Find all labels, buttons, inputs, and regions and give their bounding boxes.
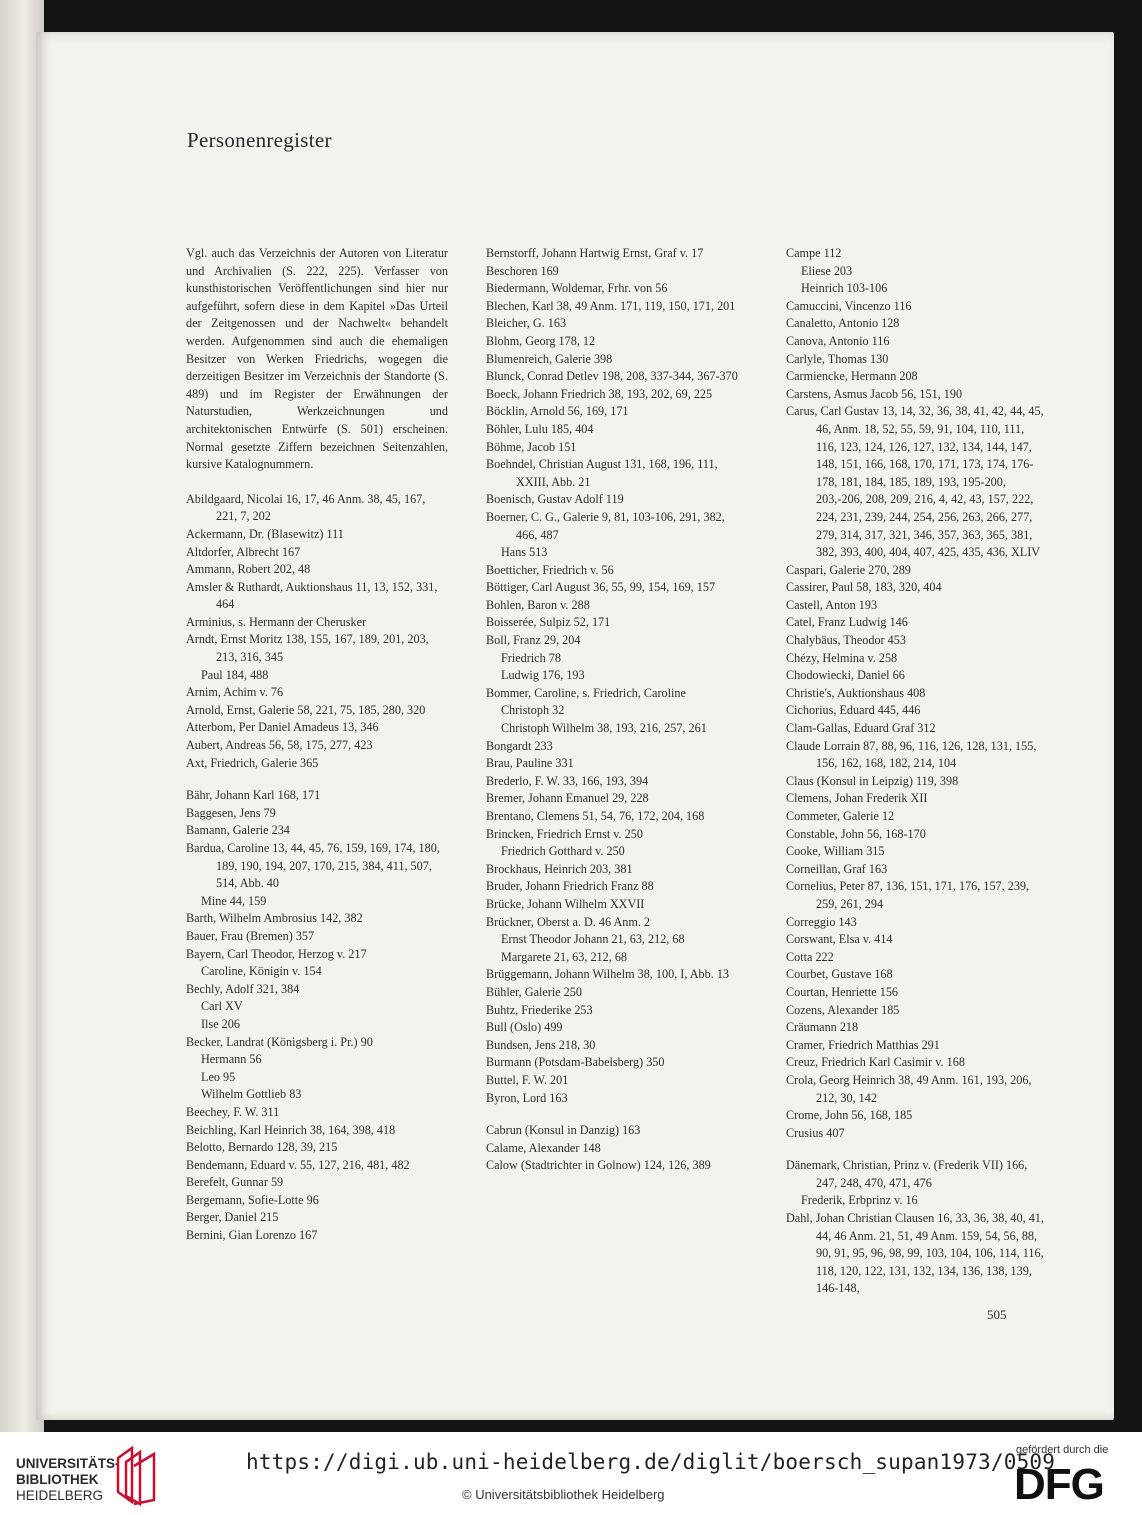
index-entry: Brücke, Johann Wilhelm XXVII bbox=[486, 896, 645, 911]
index-entry: Cassirer, Paul 58, 183, 320, 404 bbox=[786, 580, 942, 595]
index-subentry: Wilhelm Gottlieb 83 bbox=[201, 1087, 302, 1102]
index-entry: Boehndel, Christian August 131, 168, 196, 111, XXIII, Abb. 21 bbox=[486, 457, 718, 489]
index-entry: Bähr, Johann Karl 168, 171 bbox=[186, 788, 321, 803]
index-entry: Böttiger, Carl August 36, 55, 99, 154, 169, 157 bbox=[486, 580, 716, 595]
index-entry: Caspari, Galerie 270, 289 bbox=[786, 562, 911, 577]
index-entry: Courtan, Henriette 156 bbox=[786, 984, 899, 999]
index-entry: Buttel, F. W. 201 bbox=[486, 1072, 569, 1087]
index-entry: Altdorfer, Albrecht 167 bbox=[186, 544, 301, 559]
index-entry: Biedermann, Woldemar, Frhr. von 56 bbox=[486, 281, 668, 296]
index-entries-3 bbox=[786, 245, 1048, 1298]
index-entry: Abildgaard, Nicolai 16, 17, 46 Anm. 38, 45, 167, 221, 7, 202 bbox=[186, 491, 426, 524]
index-entry: Bayern, Carl Theodor, Herzog v. 217 bbox=[186, 946, 367, 961]
index-subentry: Christoph 32 bbox=[501, 703, 565, 718]
index-entry: Boerner, C. G., Galerie 9, 81, 103-106, 291, 382, 466, 487 bbox=[486, 509, 725, 542]
index-subentry: Christoph Wilhelm 38, 193, 216, 257, 261 bbox=[501, 721, 707, 736]
index-entry: Becker, Landrat (Königsberg i. Pr.) 90 bbox=[186, 1034, 373, 1049]
library-logo-icon bbox=[112, 1444, 160, 1506]
index-entry: Dänemark, Christian, Prinz v. (Frederik VII) 166, 247, 248, 470, 471, 476 bbox=[786, 1158, 1028, 1190]
index-column-2 bbox=[486, 245, 748, 1175]
index-entry: Boll, Franz 29, 204 bbox=[486, 633, 581, 648]
index-entry: Beechey, F. W. 311 bbox=[186, 1104, 280, 1119]
index-entry: Axt, Friedrich, Galerie 365 bbox=[186, 755, 319, 770]
copyright-text: © Universitätsbibliothek Heidelberg bbox=[462, 1487, 665, 1502]
index-entry: Bühler, Galerie 250 bbox=[486, 984, 582, 999]
index-entry: Berger, Daniel 215 bbox=[186, 1210, 279, 1225]
index-entry: Blechen, Karl 38, 49 Anm. 171, 119, 150, 171, 201 bbox=[486, 298, 736, 313]
library-name-line1: UNIVERSITÄTS- bbox=[16, 1456, 120, 1471]
index-entry: Catel, Franz Ludwig 146 bbox=[786, 615, 908, 630]
index-entry: Cozens, Alexander 185 bbox=[786, 1002, 900, 1017]
index-entry: Blumenreich, Galerie 398 bbox=[486, 351, 613, 366]
index-entry: Canova, Antonio 116 bbox=[786, 333, 890, 348]
index-entry: Corswant, Elsa v. 414 bbox=[786, 932, 893, 947]
index-entry: Brückner, Oberst a. D. 46 Anm. 2 bbox=[486, 914, 651, 929]
index-entry: Constable, John 56, 168-170 bbox=[786, 826, 926, 841]
library-logo-text bbox=[16, 1456, 120, 1504]
dfg-logo: DFG bbox=[1014, 1460, 1104, 1509]
index-entry: Clam-Gallas, Eduard Graf 312 bbox=[786, 721, 936, 736]
index-entry: Bamann, Galerie 234 bbox=[186, 823, 290, 838]
section-gap bbox=[486, 1107, 748, 1122]
index-entry: Commeter, Galerie 12 bbox=[786, 809, 895, 823]
intro-paragraph: Vgl. auch das Verzeichnis der Autoren von Literatur und Archivalien (S. 222, 225). Verfasser von kunsthistorischen Veröffentlichungen sind hier nur aufgeführt, sofern diese in dem Kapitel »Das Urteil der Zeitgenossen und der Nachwelt« behandelt werden. Aufgenommen sind auch die ehemaligen Besitzer von Werken Friedrichs, wogegen die derzeitigen Besitzer im Verzeichnis der Standorte (S. 489) und im Register der Erwähnungen der Naturstudien, Werkzeichnungen und architektonischen Entwürfe (S. 501) erscheinen. Normal gesetzte Ziffern bezeichnen Seitenzahlen, kursive Katalognummern. bbox=[186, 246, 448, 472]
index-entry: Bommer, Caroline, s. Friedrich, Caroline bbox=[486, 685, 686, 700]
index-entry: Brockhaus, Heinrich 203, 381 bbox=[486, 861, 633, 876]
index-entries-1 bbox=[186, 491, 448, 1245]
index-column-3 bbox=[786, 245, 1048, 1298]
index-entry: Crome, John 56, 168, 185 bbox=[786, 1108, 913, 1123]
index-entry: Carstens, Asmus Jacob 56, 151, 190 bbox=[786, 386, 963, 401]
index-entry: Cabrun (Konsul in Danzig) 163 bbox=[486, 1123, 641, 1138]
index-entry: Byron, Lord 163 bbox=[486, 1090, 568, 1105]
index-entry: Bechly, Adolf 321, 384 bbox=[186, 981, 300, 996]
index-entry: Bendemann, Eduard v. 55, 127, 216, 481, 482 bbox=[186, 1157, 410, 1172]
index-entry: Bremer, Johann Emanuel 29, 228 bbox=[486, 791, 649, 806]
index-entry: Brüggemann, Johann Wilhelm 38, 100, I, Abb. 13 bbox=[486, 967, 730, 982]
index-entry: Chodowiecki, Daniel 66 bbox=[786, 668, 905, 683]
index-entry: Boenisch, Gustav Adolf 119 bbox=[486, 492, 624, 507]
index-entry: Bruder, Johann Friedrich Franz 88 bbox=[486, 879, 654, 894]
index-entry: Chézy, Helmina v. 258 bbox=[786, 650, 898, 665]
index-entry: Burmann (Potsdam-Babelsberg) 350 bbox=[486, 1055, 665, 1070]
index-entry: Böcklin, Arnold 56, 169, 171 bbox=[486, 404, 629, 419]
index-column-1 bbox=[186, 245, 448, 1245]
index-entry: Bundsen, Jens 218, 30 bbox=[486, 1037, 596, 1052]
index-subentry: Friedrich Gotthard v. 250 bbox=[501, 844, 625, 859]
index-entry: Buhtz, Friederike 253 bbox=[486, 1002, 593, 1017]
index-entry: Corneillan, Graf 163 bbox=[786, 861, 888, 876]
viewer-footer bbox=[0, 1432, 1142, 1515]
index-entry: Blohm, Georg 178, 12 bbox=[486, 333, 596, 348]
index-subentry: Paul 184, 488 bbox=[201, 667, 269, 682]
index-entry: Ammann, Robert 202, 48 bbox=[186, 562, 311, 577]
index-entry: Böhler, Lulu 185, 404 bbox=[486, 421, 594, 436]
index-subentry: Mine 44, 159 bbox=[201, 893, 267, 908]
index-entry: Cramer, Friedrich Matthias 291 bbox=[786, 1037, 940, 1052]
index-entry: Boisserée, Sulpiz 52, 171 bbox=[486, 615, 611, 630]
index-entry: Arnim, Achim v. 76 bbox=[186, 685, 284, 700]
page-number: 505 bbox=[987, 1307, 1007, 1322]
index-entry: Ackermann, Dr. (Blasewitz) 111 bbox=[186, 526, 344, 541]
index-entry: Arndt, Ernst Moritz 138, 155, 167, 189, 201, 203, 213, 316, 345 bbox=[186, 632, 429, 665]
index-entry: Cooke, William 315 bbox=[786, 844, 885, 859]
index-entry: Camuccini, Vincenzo 116 bbox=[786, 298, 912, 313]
index-entry: Claus (Konsul in Leipzig) 119, 398 bbox=[786, 773, 959, 788]
index-entry: Bauer, Frau (Bremen) 357 bbox=[186, 928, 315, 943]
index-entry: Clemens, Johan Frederik XII bbox=[786, 791, 928, 806]
index-entry: Bull (Oslo) 499 bbox=[486, 1020, 563, 1035]
index-entry: Creuz, Friedrich Karl Casimir v. 168 bbox=[786, 1055, 965, 1070]
index-subentry: Hermann 56 bbox=[201, 1052, 262, 1067]
index-subentry: Leo 95 bbox=[201, 1069, 236, 1084]
index-subentry: Hans 513 bbox=[501, 545, 548, 560]
index-subentry: Margarete 21, 63, 212, 68 bbox=[501, 949, 628, 964]
index-entry: Cotta 222 bbox=[786, 949, 834, 964]
index-entry: Amsler & Ruthardt, Auktionshaus 11, 13, 152, 331, 464 bbox=[186, 579, 438, 612]
section-gap bbox=[786, 1142, 1048, 1157]
index-entry: Courbet, Gustave 168 bbox=[786, 967, 893, 982]
index-entry: Belotto, Bernardo 128, 39, 215 bbox=[186, 1140, 338, 1155]
sponsor-label: gefördert durch die bbox=[1016, 1444, 1109, 1456]
index-entry: Dahl, Johan Christian Clausen 16, 33, 36, 38, 40, 41, 44, 46 Anm. 21, 51, 49 Anm. 159, 54, 56, 88, 90, 91, 95, 96, 98, 99, 103, 104, 106, 114, 116, 118, 120, 122, 131, 132, 134, 136, 138, 139, 146-148, bbox=[786, 1211, 1044, 1296]
index-entry: Bardua, Caroline 13, 44, 45, 76, 159, 169, 174, 180, 189, 190, 194, 207, 170, 215, 384, 411, 507, 514, Abb. 40 bbox=[186, 841, 440, 891]
index-entry: Boetticher, Friedrich v. 56 bbox=[486, 562, 614, 577]
index-entry: Crusius 407 bbox=[786, 1125, 845, 1140]
index-entry: Bongardt 233 bbox=[486, 738, 553, 753]
index-entry: Bernini, Gian Lorenzo 167 bbox=[186, 1228, 318, 1243]
index-subentry: Carl XV bbox=[201, 999, 243, 1014]
index-entry: Brau, Pauline 331 bbox=[486, 756, 574, 771]
index-subentry: Eliese 203 bbox=[801, 263, 853, 278]
section-gap bbox=[186, 772, 448, 787]
permalink-url[interactable]: https://digi.ub.uni-heidelberg.de/diglit/boersch_supan1973/0509 bbox=[246, 1450, 1056, 1474]
index-subentry: Friedrich 78 bbox=[501, 650, 561, 665]
index-entry: Cornelius, Peter 87, 136, 151, 171, 176, 157, 239, 259, 261, 294 bbox=[786, 879, 1030, 911]
index-entry: Claude Lorrain 87, 88, 96, 116, 126, 128, 131, 155, 156, 162, 168, 182, 214, 104 bbox=[786, 738, 1037, 771]
index-entry: Bergemann, Sofie-Lotte 96 bbox=[186, 1192, 319, 1207]
index-entry: Blunck, Conrad Detlev 198, 208, 337-344, 367-370 bbox=[486, 369, 738, 384]
index-entry: Barth, Wilhelm Ambrosius 142, 382 bbox=[186, 911, 363, 926]
index-entry: Bleicher, G. 163 bbox=[486, 316, 567, 331]
index-entry: Beichling, Karl Heinrich 38, 164, 398, 418 bbox=[186, 1122, 396, 1137]
index-entry: Brincken, Friedrich Ernst v. 250 bbox=[486, 826, 643, 841]
index-entry: Arnold, Ernst, Galerie 58, 221, 75, 185, 280, 320 bbox=[186, 702, 426, 717]
index-entry: Canaletto, Antonio 128 bbox=[786, 316, 900, 331]
index-entry: Calame, Alexander 148 bbox=[486, 1140, 601, 1155]
index-entry: Carus, Carl Gustav 13, 14, 32, 36, 38, 41, 42, 44, 45, 46, Anm. 18, 52, 55, 59, 91, 104, 110, 111, 116, 123, 124, 126, 127, 132, 134, 144, 147, 148, 151, 166, 168, 170, 171, 173, 174, 176-178, 181, 184, 185, 189, 193, 195-200, 203,-206, 208, 209, 216, 4, 42, 43, 157, 222, 224, 231, 239, 244, 254, 256, 263, 266, 277, 279, 314, 317, 321, 346, 357, 363, 365, 381, 382, 393, 400, 404, 407, 425, 435, 436, XLIV bbox=[786, 404, 1044, 560]
index-subentry: Ernst Theodor Johann 21, 63, 212, 68 bbox=[501, 932, 685, 947]
index-entry: Campe 112 bbox=[786, 246, 842, 260]
index-entry: Atterbom, Per Daniel Amadeus 13, 346 bbox=[186, 720, 379, 735]
index-entry: Crola, Georg Heinrich 38, 49 Anm. 161, 193, 206, 212, 30, 142 bbox=[786, 1072, 1032, 1105]
index-entry: Berefelt, Gunnar 59 bbox=[186, 1175, 284, 1190]
index-entry: Boeck, Johann Friedrich 38, 193, 202, 69, 225 bbox=[486, 386, 713, 401]
index-subentry: Ludwig 176, 193 bbox=[501, 668, 585, 683]
index-entry: Correggio 143 bbox=[786, 914, 857, 929]
index-entry: Cichorius, Eduard 445, 446 bbox=[786, 703, 921, 718]
index-entry: Böhme, Jacob 151 bbox=[486, 439, 577, 454]
library-name-line3: HEIDELBERG bbox=[16, 1488, 104, 1503]
index-entry: Brederlo, F. W. 33, 166, 193, 394 bbox=[486, 773, 649, 788]
library-name-line2: BIBLIOTHEK bbox=[16, 1472, 99, 1487]
index-subentry: Ilse 206 bbox=[201, 1016, 240, 1031]
index-subentry: Frederik, Erbprinz v. 16 bbox=[801, 1193, 918, 1208]
index-subentry: Heinrich 103-106 bbox=[801, 281, 888, 296]
index-entry: Carmiencke, Hermann 208 bbox=[786, 369, 918, 384]
index-subentry: Caroline, Königin v. 154 bbox=[201, 964, 322, 979]
index-entry: Cräumann 218 bbox=[786, 1020, 859, 1035]
index-entry: Christie's, Auktionshaus 408 bbox=[786, 685, 926, 700]
index-entry: Bernstorff, Johann Hartwig Ernst, Graf v. 17 bbox=[486, 246, 704, 260]
index-entry: Chalybäus, Theodor 453 bbox=[786, 633, 906, 648]
index-entry: Aubert, Andreas 56, 58, 175, 277, 423 bbox=[186, 738, 373, 753]
index-entry: Baggesen, Jens 79 bbox=[186, 805, 276, 820]
index-entry: Brentano, Clemens 51, 54, 76, 172, 204, 168 bbox=[486, 809, 705, 823]
index-entry: Bohlen, Baron v. 288 bbox=[486, 597, 590, 612]
book-page bbox=[36, 32, 1114, 1420]
index-entry: Arminius, s. Hermann der Cherusker bbox=[186, 614, 367, 629]
page-title: Personenregister bbox=[187, 128, 332, 152]
index-entry: Calow (Stadtrichter in Golnow) 124, 126, 389 bbox=[486, 1158, 711, 1173]
index-entry: Carlyle, Thomas 130 bbox=[786, 351, 889, 366]
index-entries-2 bbox=[486, 245, 748, 1175]
index-entry: Beschoren 169 bbox=[486, 263, 559, 278]
index-entry: Castell, Anton 193 bbox=[786, 597, 878, 612]
